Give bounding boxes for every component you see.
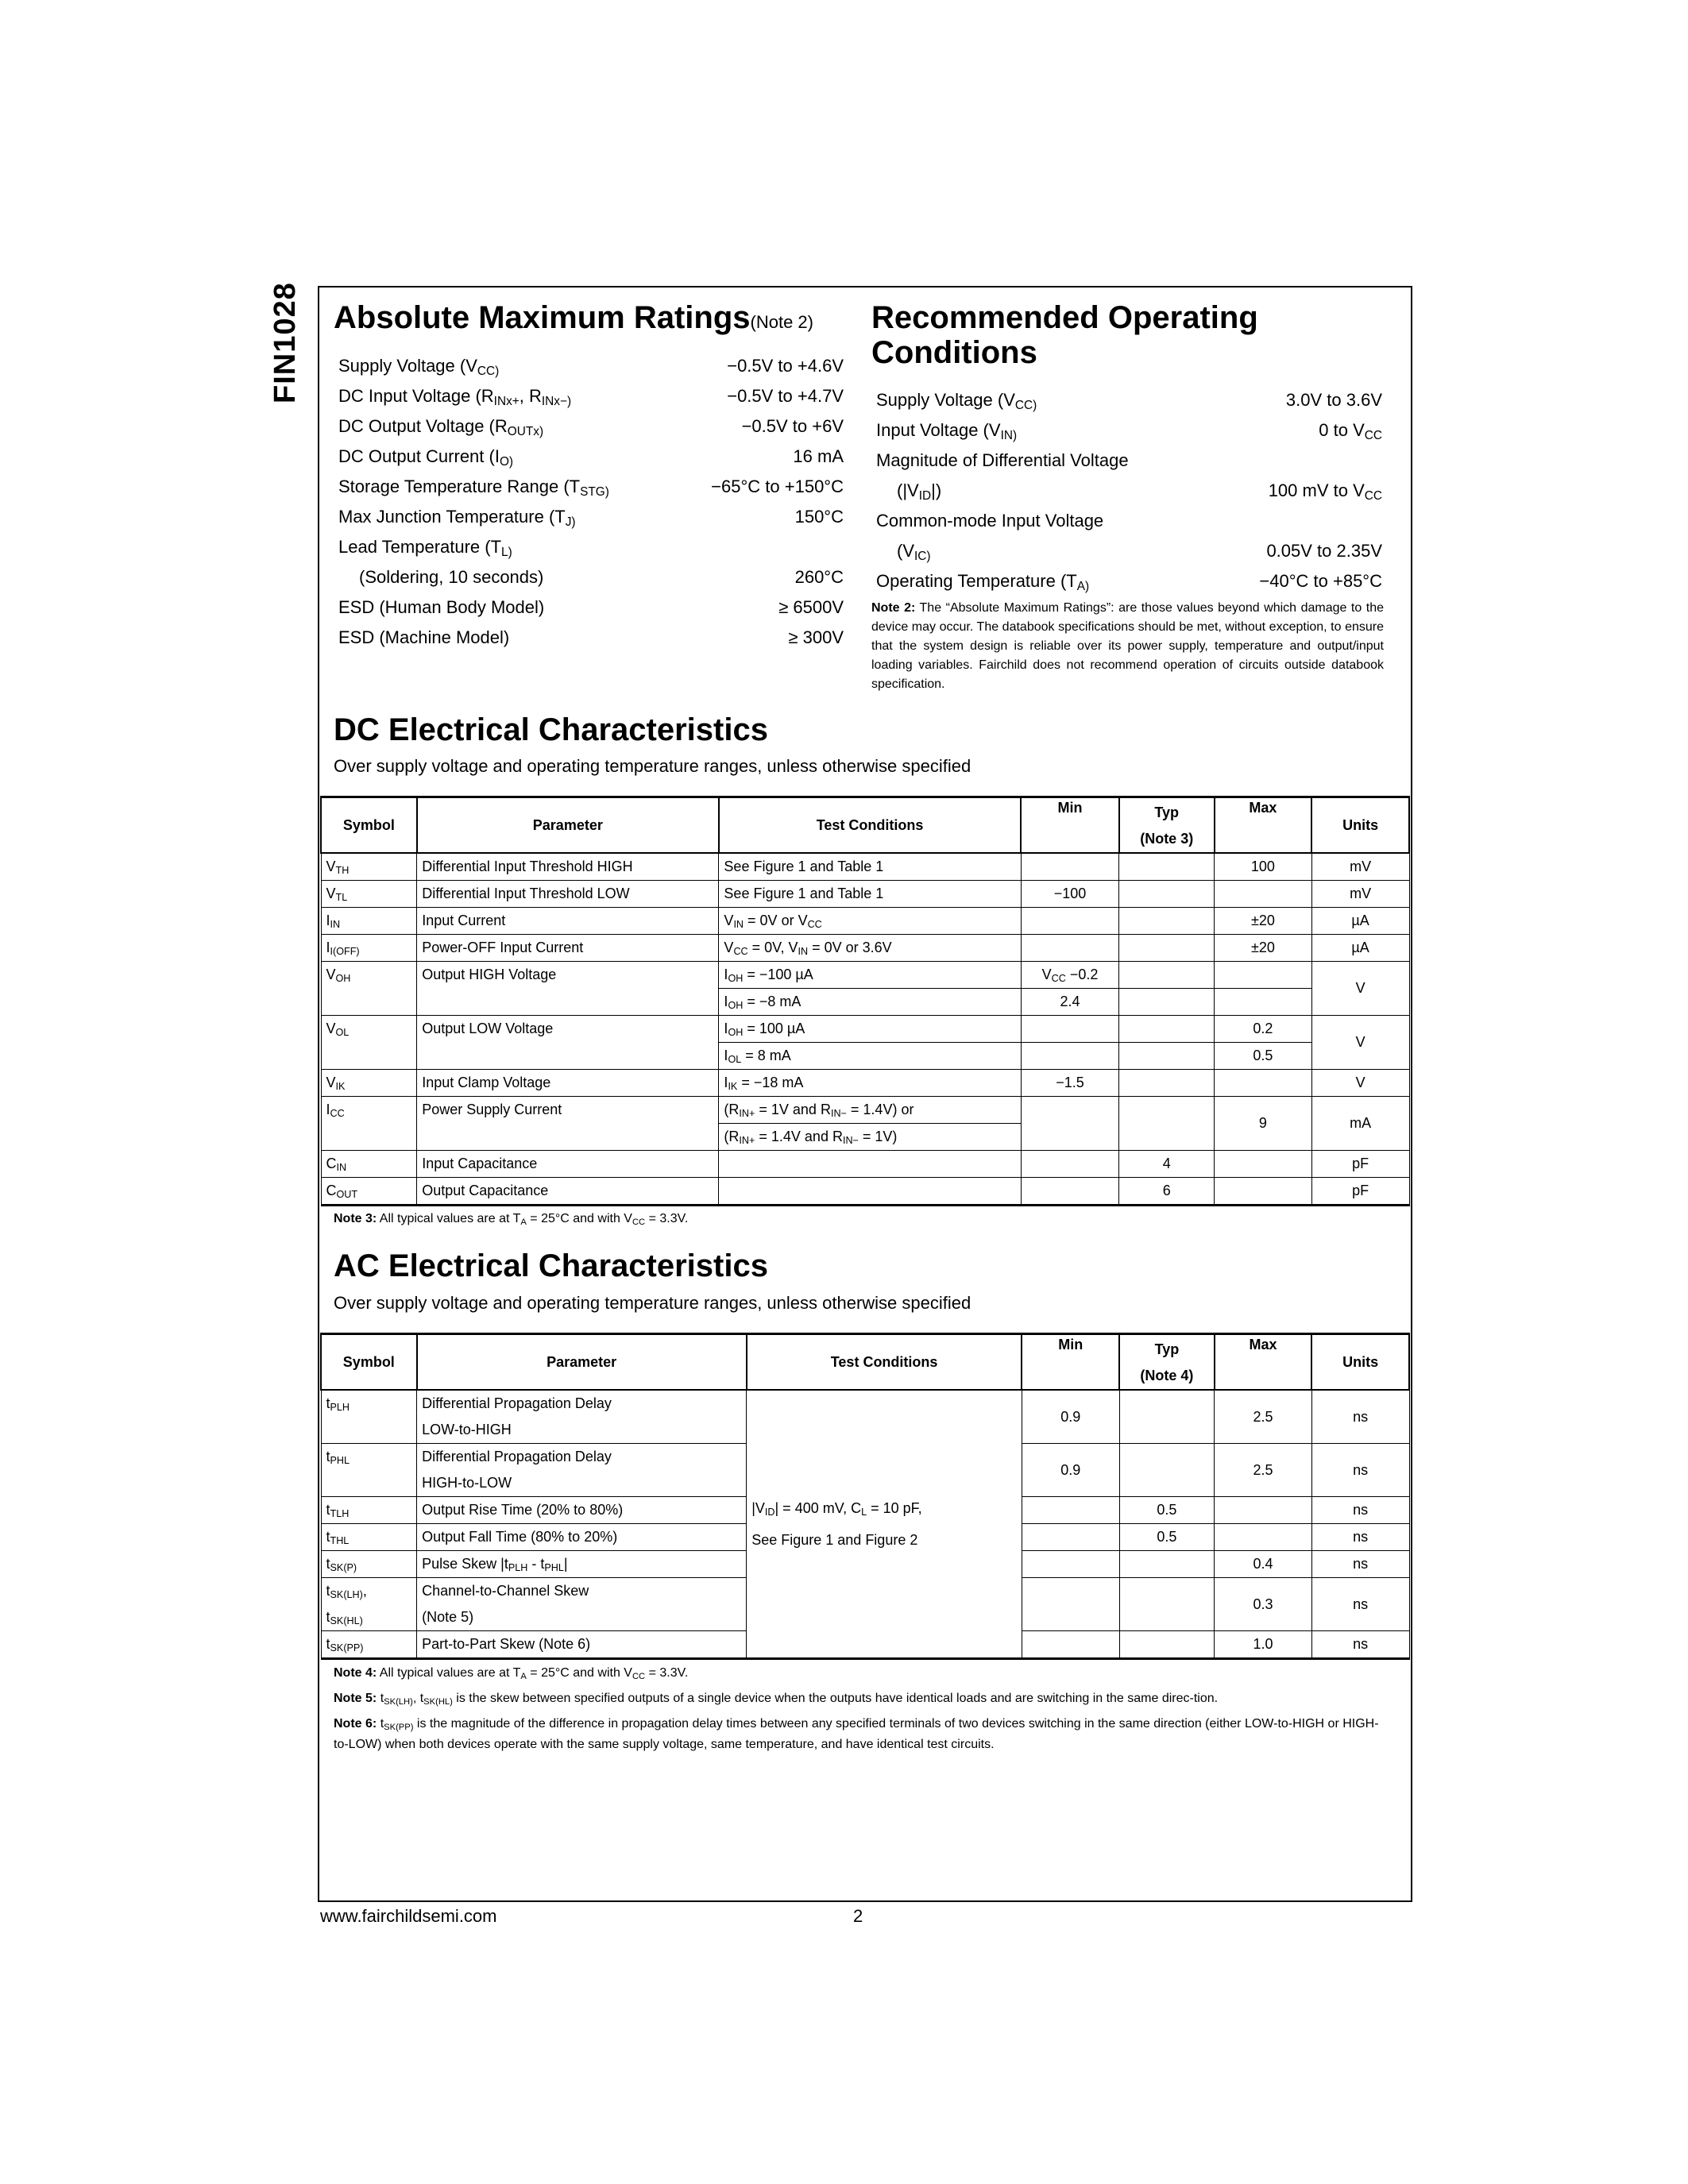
dc-parameter: Power-OFF Input Current xyxy=(417,935,719,962)
ac-note xyxy=(334,1688,1382,1709)
ac-parameter-line: Output Rise Time (20% to 80%) xyxy=(422,1502,624,1518)
dc-table-row xyxy=(321,853,1409,881)
dc-header-parameter: Parameter xyxy=(417,797,719,854)
note-2-label: Note 2: xyxy=(871,601,916,615)
ac-units: ns xyxy=(1311,1524,1409,1551)
ac-parameter xyxy=(417,1631,747,1659)
abs-max-value: −0.5V to +6V xyxy=(741,416,844,436)
dc-conditions xyxy=(719,1178,1021,1206)
rec-op-list xyxy=(876,385,1382,596)
ac-note-text: $t_{SK(PP)}$ is the magnitude of the difference in propagation delay times between any specified terminals of two devices switching in the same direction (either LOW-to-HIGH or HIGH-to-LOW) when both devices operate with the same supply voltage, same temperature, and have identical test circuits. xyxy=(334,1717,1379,1751)
dc-max: 9 xyxy=(1215,1097,1312,1151)
dc-header-typ xyxy=(1119,797,1215,854)
dc-conditions: $I_{OH} = -100$ µA xyxy=(719,962,1021,989)
dc-table-row xyxy=(321,908,1409,935)
dc-typ: 6 xyxy=(1119,1178,1215,1206)
dc-symbol: $V_{TH}$ xyxy=(321,853,417,881)
rec-op-param: $(|V_{ID}|)$ xyxy=(897,480,942,503)
ac-note-label: Note 4: xyxy=(334,1666,377,1680)
dc-typ-empty xyxy=(1119,989,1215,1016)
dc-symbol: $V_{OH}$ xyxy=(321,962,417,1016)
note-3-text: All typical values are at $T_A = 25^\circ C$ and with $V_{CC} = 3.3V$. xyxy=(379,1212,689,1227)
abs-max-param: Storage Temperature Range ($T_{STG)}$ xyxy=(338,477,609,499)
ac-notes xyxy=(334,1663,1382,1760)
dc-conditions xyxy=(719,1151,1021,1178)
note-2-text: The “Absolute Maximum Ratings”: are those values beyond which damage to the device may occur. The databook specifications should be met, without exception, to ensure that the system design is reliable over its power supply, temperature and output/input loading variables. Fairchild does not recommend operation of circuits outside databook specification. xyxy=(871,601,1385,691)
ac-max xyxy=(1215,1524,1312,1551)
rec-op-row xyxy=(876,385,1382,415)
dc-units: V xyxy=(1311,1016,1409,1070)
ac-max: 0.4 xyxy=(1215,1551,1312,1578)
ac-header-typ xyxy=(1119,1334,1215,1391)
dc-min xyxy=(1021,908,1119,935)
ac-typ xyxy=(1119,1551,1215,1578)
rec-op-value: 0 to $V_{CC}$ xyxy=(1319,420,1382,442)
ac-parameter xyxy=(417,1444,747,1497)
abs-max-param: Supply Voltage ($V_{CC)}$ xyxy=(338,356,500,378)
dc-symbol: $V_{IK}$ xyxy=(321,1070,417,1097)
ac-max: 2.5 xyxy=(1215,1390,1312,1444)
abs-max-row xyxy=(338,351,844,381)
ac-parameter xyxy=(417,1551,747,1578)
ac-symbol-line: $t_{SK(P)}$ xyxy=(326,1556,357,1574)
dc-parameter: Output LOW Voltage xyxy=(417,1016,719,1070)
dc-conditions: ($R_{IN+} = 1.4V$ and $R_{IN-} = 1V$) xyxy=(719,1124,1021,1151)
dc-header-min: Min xyxy=(1021,797,1119,854)
ac-symbol xyxy=(321,1551,417,1578)
abs-max-row xyxy=(338,592,844,623)
abs-max-param: Lead Temperature ($T_{L)}$ xyxy=(338,537,512,559)
dc-symbol: $I_{CC}$ xyxy=(321,1097,417,1151)
dc-min xyxy=(1021,1178,1119,1206)
abs-max-param: DC Output Current ($I_{O)}$ xyxy=(338,446,514,469)
dc-parameter: Differential Input Threshold LOW xyxy=(417,881,719,908)
ac-header-max: Max xyxy=(1215,1334,1312,1391)
dc-typ xyxy=(1119,1070,1215,1097)
abs-max-value: ≥ 300V xyxy=(788,627,844,647)
dc-units: pF xyxy=(1311,1178,1409,1206)
ac-units: ns xyxy=(1311,1551,1409,1578)
dc-units: mV xyxy=(1311,853,1409,881)
ac-min: 0.9 xyxy=(1022,1444,1119,1497)
ac-symbol xyxy=(321,1390,417,1444)
rec-op-param: Common-mode Input Voltage xyxy=(876,511,1104,531)
dc-conditions: See Figure 1 and Table 1 xyxy=(719,881,1021,908)
ac-header-parameter: Parameter xyxy=(417,1334,747,1391)
rec-op-row xyxy=(876,536,1382,566)
dc-parameter: Output HIGH Voltage xyxy=(417,962,719,1016)
dc-conditions: $I_{IK} = -18$ mA xyxy=(719,1070,1021,1097)
ac-symbol-line: $t_{TLH}$ xyxy=(326,1502,350,1520)
rec-op-param: Magnitude of Differential Voltage xyxy=(876,450,1129,470)
ac-max: 2.5 xyxy=(1215,1444,1312,1497)
dc-symbol: $V_{OL}$ xyxy=(321,1016,417,1070)
dc-conditions: ($R_{IN+} = 1V$ and $R_{IN-} = 1.4V$) or xyxy=(719,1097,1021,1124)
dc-typ xyxy=(1119,908,1215,935)
dc-typ xyxy=(1119,1097,1215,1151)
dc-min: $V_{CC} -0.2$ xyxy=(1021,962,1119,989)
dc-max: 0.2 xyxy=(1215,1016,1312,1043)
ac-min xyxy=(1022,1551,1119,1578)
ac-typ: 0.5 xyxy=(1119,1524,1215,1551)
footer-page-number: 2 xyxy=(853,1906,863,1926)
footer-website[interactable]: www.fairchildsemi.com xyxy=(320,1906,497,1926)
dc-conditions: See Figure 1 and Table 1 xyxy=(719,853,1021,881)
dc-max: 0.5 xyxy=(1215,1043,1312,1070)
abs-max-row xyxy=(338,562,844,592)
rec-op-title-line2: Conditions xyxy=(871,335,1037,370)
rec-op-value: 100 mV to $V_{CC}$ xyxy=(1268,480,1382,503)
dc-max xyxy=(1215,1151,1312,1178)
ac-heading: AC Electrical Characteristics xyxy=(334,1248,768,1283)
dc-units: V xyxy=(1311,1070,1409,1097)
rec-op-row xyxy=(876,446,1382,476)
dc-parameter: Input Current xyxy=(417,908,719,935)
abs-max-value: −0.5V to +4.6V xyxy=(727,356,844,376)
ac-parameter-line: Pulse Skew $|t_{PLH} - t_{PHL}|$ xyxy=(422,1556,568,1574)
dc-parameter: Power Supply Current xyxy=(417,1097,719,1151)
dc-min-empty xyxy=(1021,1043,1119,1070)
ac-conditions-line: $|V_{ID}| = 400$ mV, $C_L = 10$ pF, xyxy=(751,1500,922,1518)
ac-conditions-line: See Figure 1 and Figure 2 xyxy=(751,1532,918,1548)
abs-max-value: 150°C xyxy=(794,507,844,527)
ac-note-label: Note 6: xyxy=(334,1717,377,1731)
dc-min: −1.5 xyxy=(1021,1070,1119,1097)
dc-typ-empty xyxy=(1119,1043,1215,1070)
dc-header-units: Units xyxy=(1311,797,1409,854)
rec-op-param: Operating Temperature ($T_{A)}$ xyxy=(876,571,1090,593)
rec-op-value: 3.0V to 3.6V xyxy=(1285,390,1382,410)
ac-units: ns xyxy=(1311,1578,1409,1631)
dc-table-row xyxy=(321,962,1409,989)
ac-parameter-line: LOW-to-HIGH xyxy=(422,1422,512,1437)
ac-units: ns xyxy=(1311,1444,1409,1497)
dc-symbol: $I_{IN}$ xyxy=(321,908,417,935)
dc-typ xyxy=(1119,853,1215,881)
dc-max xyxy=(1215,1178,1312,1206)
note-2 xyxy=(871,599,1384,694)
ac-symbol-line: $t_{SK(HL)}$ xyxy=(326,1609,363,1627)
dc-min xyxy=(1021,1097,1119,1151)
dc-min xyxy=(1021,853,1119,881)
abs-max-row xyxy=(338,532,844,562)
dc-conditions: $I_{OH} = -8$ mA xyxy=(719,989,1021,1016)
abs-max-list xyxy=(338,351,844,653)
dc-symbol: $I_{I(OFF)}$ xyxy=(321,935,417,962)
ac-units: ns xyxy=(1311,1390,1409,1444)
ac-parameter-line: Channel-to-Channel Skew xyxy=(422,1583,589,1599)
dc-typ xyxy=(1119,881,1215,908)
dc-table-body xyxy=(321,853,1409,1206)
rec-op-title-line1: Recommended Operating xyxy=(871,300,1258,335)
ac-typ xyxy=(1119,1390,1215,1444)
dc-max: ±20 xyxy=(1215,935,1312,962)
abs-max-title: Absolute Maximum Ratings xyxy=(334,300,751,335)
ac-parameter xyxy=(417,1578,747,1631)
dc-table-row xyxy=(321,935,1409,962)
abs-max-row xyxy=(338,472,844,502)
ac-min xyxy=(1022,1631,1119,1659)
ac-symbol xyxy=(321,1524,417,1551)
ac-header-symbol: Symbol xyxy=(321,1334,417,1391)
dc-max: ±20 xyxy=(1215,908,1312,935)
ac-typ xyxy=(1119,1444,1215,1497)
abs-max-param: DC Output Voltage ($R_{OUTx)}$ xyxy=(338,416,544,438)
dc-units: µA xyxy=(1311,935,1409,962)
rec-op-heading xyxy=(871,300,1258,370)
dc-parameter: Input Capacitance xyxy=(417,1151,719,1178)
ac-header-units: Units xyxy=(1311,1334,1409,1391)
abs-max-row xyxy=(338,411,844,442)
dc-header-typ-note: (Note 3) xyxy=(1140,831,1194,847)
dc-parameter: Output Capacitance xyxy=(417,1178,719,1206)
ac-symbol-line: $t_{SK(PP)}$ xyxy=(326,1636,364,1654)
part-number-side-label: FIN1028 xyxy=(268,282,302,403)
ac-min: 0.9 xyxy=(1022,1390,1119,1444)
dc-units: µA xyxy=(1311,908,1409,935)
rec-op-param: ($V_{IC)}$ xyxy=(897,541,931,563)
ac-conditions xyxy=(747,1390,1022,1659)
dc-typ xyxy=(1119,935,1215,962)
dc-parameter: Differential Input Threshold HIGH xyxy=(417,853,719,881)
dc-units: mV xyxy=(1311,881,1409,908)
dc-header-conditions: Test Conditions xyxy=(719,797,1021,854)
dc-table-row xyxy=(321,1097,1409,1124)
abs-max-param: DC Input Voltage ($R_{INx+}$, $R_{INx-)}$ xyxy=(338,386,572,408)
abs-max-param: ESD (Human Body Model) xyxy=(338,597,545,617)
dc-units: V xyxy=(1311,962,1409,1016)
ac-parameter-line: Differential Propagation Delay xyxy=(422,1395,612,1411)
ac-parameter-line: Differential Propagation Delay xyxy=(422,1449,612,1464)
abs-max-param: (Soldering, 10 seconds) xyxy=(359,567,544,587)
ac-units: ns xyxy=(1311,1631,1409,1659)
ac-min xyxy=(1022,1497,1119,1524)
dc-parameter: Input Clamp Voltage xyxy=(417,1070,719,1097)
dc-conditions: $I_{OL} = 8$ mA xyxy=(719,1043,1021,1070)
rec-op-row xyxy=(876,476,1382,506)
ac-parameter xyxy=(417,1390,747,1444)
dc-min xyxy=(1021,935,1119,962)
dc-units: mA xyxy=(1311,1097,1409,1151)
dc-min: −100 xyxy=(1021,881,1119,908)
dc-max-empty xyxy=(1215,989,1312,1016)
dc-typ: 4 xyxy=(1119,1151,1215,1178)
dc-heading: DC Electrical Characteristics xyxy=(334,712,768,747)
dc-min xyxy=(1021,1016,1119,1043)
ac-symbol xyxy=(321,1444,417,1497)
note-3 xyxy=(334,1209,688,1229)
dc-conditions: $I_{OH} = 100$ µA xyxy=(719,1016,1021,1043)
ac-symbol xyxy=(321,1578,417,1631)
ac-subtitle: Over supply voltage and operating temperature ranges, unless otherwise specified xyxy=(334,1293,971,1313)
ac-units: ns xyxy=(1311,1497,1409,1524)
abs-max-row xyxy=(338,623,844,653)
ac-header-min: Min xyxy=(1022,1334,1119,1391)
abs-max-row xyxy=(338,442,844,472)
dc-subtitle: Over supply voltage and operating temperature ranges, unless otherwise specified xyxy=(334,756,971,776)
abs-max-value: −0.5V to +4.7V xyxy=(727,386,844,406)
ac-header-typ-label: Typ xyxy=(1154,1341,1180,1357)
dc-max xyxy=(1215,962,1312,989)
rec-op-param: Input Voltage ($V_{IN)}$ xyxy=(876,420,1018,442)
ac-symbol-line: $t_{PLH}$ xyxy=(326,1395,350,1414)
dc-symbol: $C_{IN}$ xyxy=(321,1151,417,1178)
ac-parameter-line: HIGH-to-LOW xyxy=(422,1475,512,1491)
abs-max-value: ≥ 6500V xyxy=(778,597,844,617)
abs-max-value: −65°C to +150°C xyxy=(711,477,844,496)
ac-parameter-line: (Note 5) xyxy=(422,1609,474,1625)
ac-table xyxy=(320,1333,1410,1660)
ac-symbol xyxy=(321,1497,417,1524)
ac-typ xyxy=(1119,1578,1215,1631)
rec-op-row xyxy=(876,506,1382,536)
ac-parameter-line: Part-to-Part Skew (Note 6) xyxy=(422,1636,591,1652)
rec-op-param: Supply Voltage ($V_{CC)}$ xyxy=(876,390,1037,412)
abs-max-value: 16 mA xyxy=(793,446,844,466)
dc-max xyxy=(1215,1070,1312,1097)
rec-op-value: −40°C to +85°C xyxy=(1259,571,1382,591)
ac-header-typ-note: (Note 4) xyxy=(1140,1368,1194,1383)
dc-header-typ-label: Typ xyxy=(1154,805,1180,820)
abs-max-param: ESD (Machine Model) xyxy=(338,627,510,647)
abs-max-value: 260°C xyxy=(794,567,844,587)
dc-header-max: Max xyxy=(1215,797,1312,854)
dc-typ xyxy=(1119,1016,1215,1043)
dc-symbol: $V_{TL}$ xyxy=(321,881,417,908)
dc-units: pF xyxy=(1311,1151,1409,1178)
ac-note xyxy=(334,1663,1382,1684)
ac-note-label: Note 5: xyxy=(334,1692,377,1705)
dc-max xyxy=(1215,881,1312,908)
note-3-label: Note 3: xyxy=(334,1212,377,1225)
rec-op-row xyxy=(876,566,1382,596)
rec-op-value: 0.05V to 2.35V xyxy=(1266,541,1382,561)
ac-symbol-line: $t_{PHL}$ xyxy=(326,1449,350,1467)
ac-typ xyxy=(1119,1631,1215,1659)
ac-note xyxy=(334,1714,1382,1755)
dc-min: 2.4 xyxy=(1021,989,1119,1016)
abs-max-title-note: (Note 2) xyxy=(750,312,813,332)
ac-note-text: $t_{SK(LH)}$, $t_{SK(HL)}$ is the skew between specified outputs of a single device when the outputs have identical loads and are switching in the same direc-tion. xyxy=(380,1692,1219,1707)
dc-table-row xyxy=(321,1151,1409,1178)
abs-max-row xyxy=(338,381,844,411)
rec-op-row xyxy=(876,415,1382,446)
ac-max xyxy=(1215,1497,1312,1524)
ac-parameter xyxy=(417,1497,747,1524)
dc-table-row xyxy=(321,1016,1409,1043)
dc-table xyxy=(320,796,1410,1206)
dc-table-row xyxy=(321,1070,1409,1097)
ac-max: 1.0 xyxy=(1215,1631,1312,1659)
abs-max-row xyxy=(338,502,844,532)
dc-typ xyxy=(1119,962,1215,989)
dc-min xyxy=(1021,1151,1119,1178)
dc-max: 100 xyxy=(1215,853,1312,881)
dc-header-symbol: Symbol xyxy=(321,797,417,854)
abs-max-param: Max Junction Temperature ($T_{J)}$ xyxy=(338,507,576,529)
dc-table-row xyxy=(321,1178,1409,1206)
ac-min xyxy=(1022,1524,1119,1551)
ac-typ: 0.5 xyxy=(1119,1497,1215,1524)
ac-max: 0.3 xyxy=(1215,1578,1312,1631)
ac-symbol-line: $t_{SK(LH)}$, xyxy=(326,1583,367,1601)
dc-table-row xyxy=(321,881,1409,908)
ac-symbol xyxy=(321,1631,417,1659)
ac-table-body xyxy=(321,1390,1409,1659)
ac-symbol-line: $t_{THL}$ xyxy=(326,1529,350,1547)
ac-note-text: All typical values are at $T_A = 25^\circ C$ and with $V_{CC} = 3.3V$. xyxy=(379,1666,689,1681)
dc-conditions: $V_{CC} = 0V$, $V_{IN} = 0V$ or 3.6V xyxy=(719,935,1021,962)
ac-parameter-line: Output Fall Time (80% to 20%) xyxy=(422,1529,618,1545)
ac-header-conditions: Test Conditions xyxy=(747,1334,1022,1391)
dc-symbol: $C_{OUT}$ xyxy=(321,1178,417,1206)
ac-min xyxy=(1022,1578,1119,1631)
dc-conditions: $V_{IN} = 0V$ or $V_{CC}$ xyxy=(719,908,1021,935)
abs-max-heading xyxy=(334,300,813,340)
ac-parameter xyxy=(417,1524,747,1551)
